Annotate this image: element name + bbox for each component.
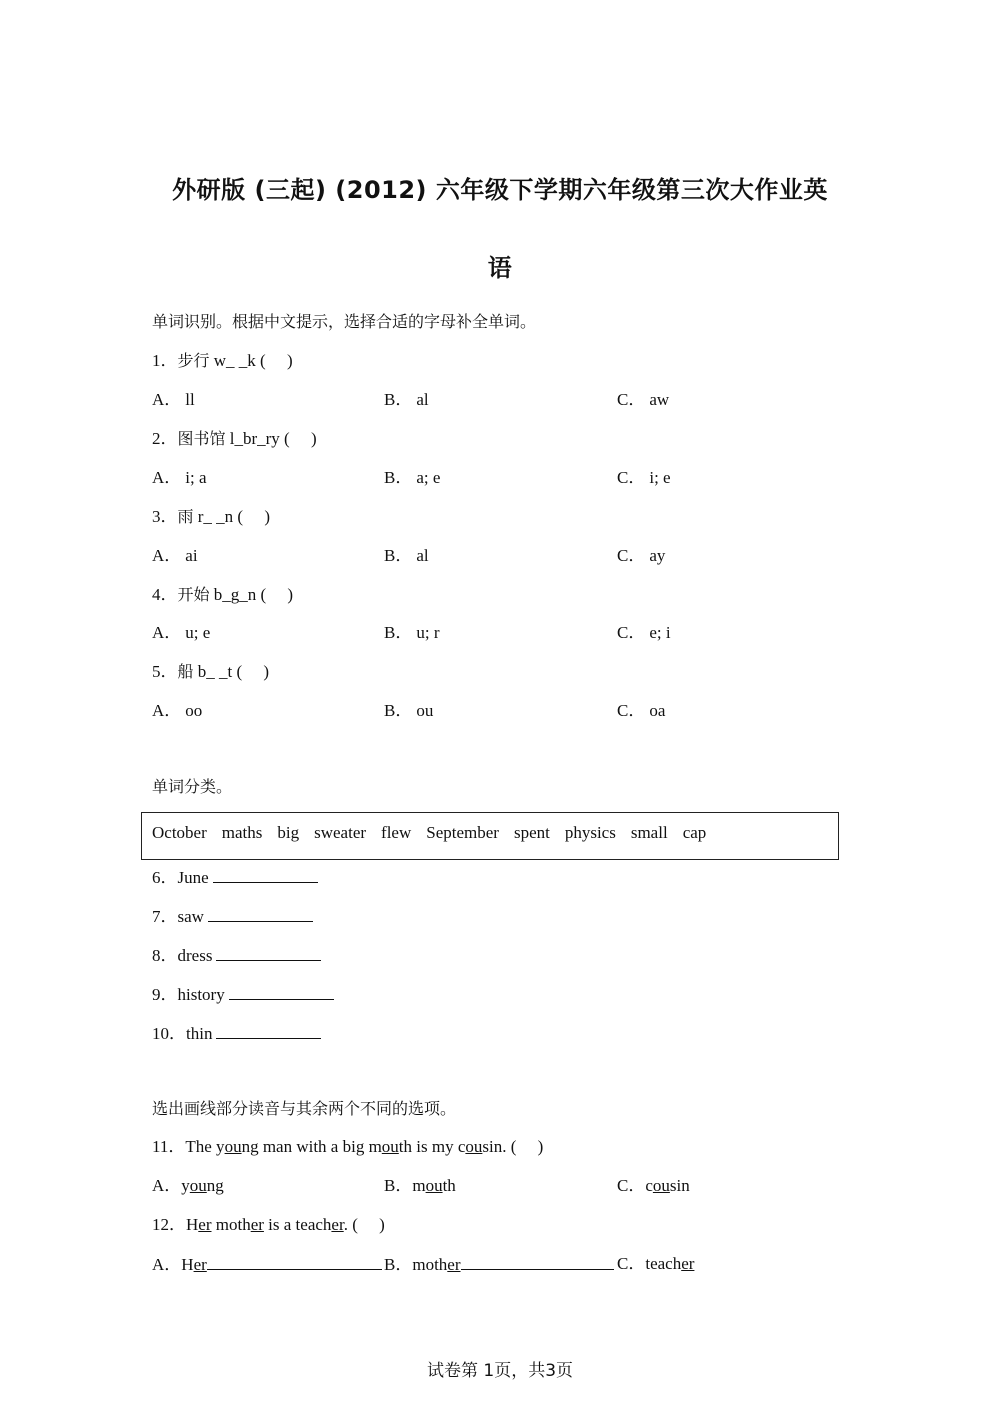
q5-option-b[interactable] <box>384 700 433 722</box>
classify-item-9 <box>152 983 334 1006</box>
answer-blank[interactable] <box>208 905 313 922</box>
item-word: dress <box>177 946 213 965</box>
question-number: 4． <box>152 585 178 604</box>
option-label: C． <box>617 701 646 720</box>
question-number: 3． <box>152 507 178 526</box>
word-bank-item: spent <box>513 823 550 842</box>
section2-instruction: 单词分类。 <box>152 777 233 796</box>
q12-option-c[interactable]: C．teacher <box>617 1254 695 1273</box>
question-4 <box>152 584 293 606</box>
option-label: C． <box>617 623 646 642</box>
question-3 <box>152 506 270 528</box>
fill-line <box>207 1253 382 1270</box>
option-text: al <box>416 546 429 565</box>
q3-option-a[interactable] <box>152 545 198 567</box>
question-number: 9． <box>152 985 178 1004</box>
option-text: i; a <box>185 468 207 487</box>
classify-item-10 <box>152 1022 321 1045</box>
question-number: 2． <box>152 429 178 448</box>
q1-option-a[interactable] <box>152 389 195 411</box>
word-pattern: r_ _n ( ) <box>193 507 270 526</box>
question-12: 12．Her mother is a teacher. ( ) <box>152 1215 385 1234</box>
option-text: a; e <box>416 468 441 487</box>
word-pattern: l_br_ry ( ) <box>225 429 317 448</box>
option-label: A． <box>152 701 182 720</box>
answer-blank[interactable] <box>216 944 321 961</box>
option-label: B． <box>384 546 413 565</box>
question-number: 12． <box>152 1215 186 1234</box>
q11-option-a[interactable]: A．young <box>152 1176 224 1195</box>
word-pattern: b_ _t ( ) <box>193 662 270 681</box>
option-label: A． <box>152 623 182 642</box>
word-bank-item: sweater <box>314 823 367 842</box>
question-number: 7． <box>152 907 178 926</box>
option-text: u; r <box>416 623 440 642</box>
word-bank-item: small <box>630 823 668 842</box>
q1-option-b[interactable] <box>384 389 429 411</box>
q4-option-a[interactable] <box>152 622 210 644</box>
q2-option-b[interactable] <box>384 467 440 489</box>
q2-option-a[interactable] <box>152 467 207 489</box>
option-label: B． <box>384 623 413 642</box>
option-label: A． <box>152 390 182 409</box>
q5-option-a[interactable] <box>152 700 202 722</box>
option-label: A． <box>152 468 182 487</box>
q4-option-c[interactable] <box>617 622 671 644</box>
item-word: saw <box>177 907 204 926</box>
chinese-hint: 开始 <box>177 585 210 604</box>
option-label: B． <box>384 390 413 409</box>
option-text: ou <box>416 701 434 720</box>
question-number: 6． <box>152 868 178 887</box>
word-bank-item: maths <box>221 823 263 842</box>
question-number: 11． <box>152 1137 186 1156</box>
question-number: 8． <box>152 946 178 965</box>
question-11: 11．The young man with a big mouth is my cousin. ( ) <box>152 1137 544 1156</box>
option-label: B． <box>384 468 413 487</box>
word-bank <box>152 823 721 843</box>
section1-instruction: 单词识别。根据中文提示，选择合适的字母补全单词。 <box>152 312 537 331</box>
question-number: 1． <box>152 351 178 370</box>
option-text: oo <box>185 701 203 720</box>
word-pattern: w_ _k ( ) <box>209 351 293 370</box>
option-text: u; e <box>185 623 211 642</box>
option-text: e; i <box>649 623 671 642</box>
option-text: ay <box>649 546 666 565</box>
question-1 <box>152 350 293 372</box>
option-text: i; e <box>649 468 671 487</box>
q5-option-c[interactable] <box>617 700 665 722</box>
page-title-line1: 外研版 (三起) (2012) 六年级下学期六年级第三次大作业英 <box>172 176 828 204</box>
answer-blank[interactable] <box>213 866 318 883</box>
chinese-hint: 船 <box>177 662 194 681</box>
word-bank-item: cap <box>682 823 707 842</box>
page-title-line2: 语 <box>487 254 513 282</box>
option-label: C． <box>617 390 646 409</box>
question-number: 5． <box>152 662 178 681</box>
option-text: oa <box>649 701 666 720</box>
answer-blank[interactable] <box>216 1022 321 1039</box>
word-bank-item: flew <box>381 823 412 842</box>
word-bank-item: big <box>277 823 300 842</box>
item-word: history <box>177 985 225 1004</box>
classify-item-7 <box>152 905 313 928</box>
option-label: C． <box>617 546 646 565</box>
question-number: 10． <box>152 1024 186 1043</box>
question-2 <box>152 428 317 450</box>
q11-option-c[interactable]: C．cousin <box>617 1176 690 1195</box>
word-bank-item: October <box>152 823 207 842</box>
section3-instruction: 选出画线部分读音与其余两个不同的选项。 <box>152 1099 457 1118</box>
classify-item-6 <box>152 866 318 889</box>
option-text: aw <box>649 390 670 409</box>
q11-option-b[interactable]: B．mouth <box>384 1176 456 1195</box>
option-text: ai <box>185 546 198 565</box>
page-footer: 试卷第 1页，共3页 <box>426 1361 574 1381</box>
q4-option-b[interactable] <box>384 622 439 644</box>
q3-option-c[interactable] <box>617 545 665 567</box>
question-5 <box>152 661 269 683</box>
option-label: C． <box>617 468 646 487</box>
q1-option-c[interactable] <box>617 389 669 411</box>
chinese-hint: 雨 <box>177 507 194 526</box>
word-bank-item: September <box>426 823 499 842</box>
word-pattern: b_g_n ( ) <box>209 585 294 604</box>
item-word: thin <box>186 1024 213 1043</box>
q2-option-c[interactable] <box>617 467 671 489</box>
word-bank-box <box>141 812 839 860</box>
option-label: B． <box>384 701 413 720</box>
q3-option-b[interactable] <box>384 545 429 567</box>
option-text: al <box>416 390 429 409</box>
word-bank-item: physics <box>564 823 616 842</box>
item-word: June <box>177 868 209 887</box>
answer-blank[interactable] <box>229 983 334 1000</box>
classify-item-8 <box>152 944 321 967</box>
q12-option-b[interactable]: B．mother <box>384 1253 614 1276</box>
chinese-hint: 步行 <box>177 351 210 370</box>
fill-line <box>461 1253 614 1270</box>
option-label: A． <box>152 546 182 565</box>
option-text: ll <box>185 390 195 409</box>
chinese-hint: 图书馆 <box>177 429 226 448</box>
q12-option-a[interactable]: A．Her <box>152 1253 382 1276</box>
